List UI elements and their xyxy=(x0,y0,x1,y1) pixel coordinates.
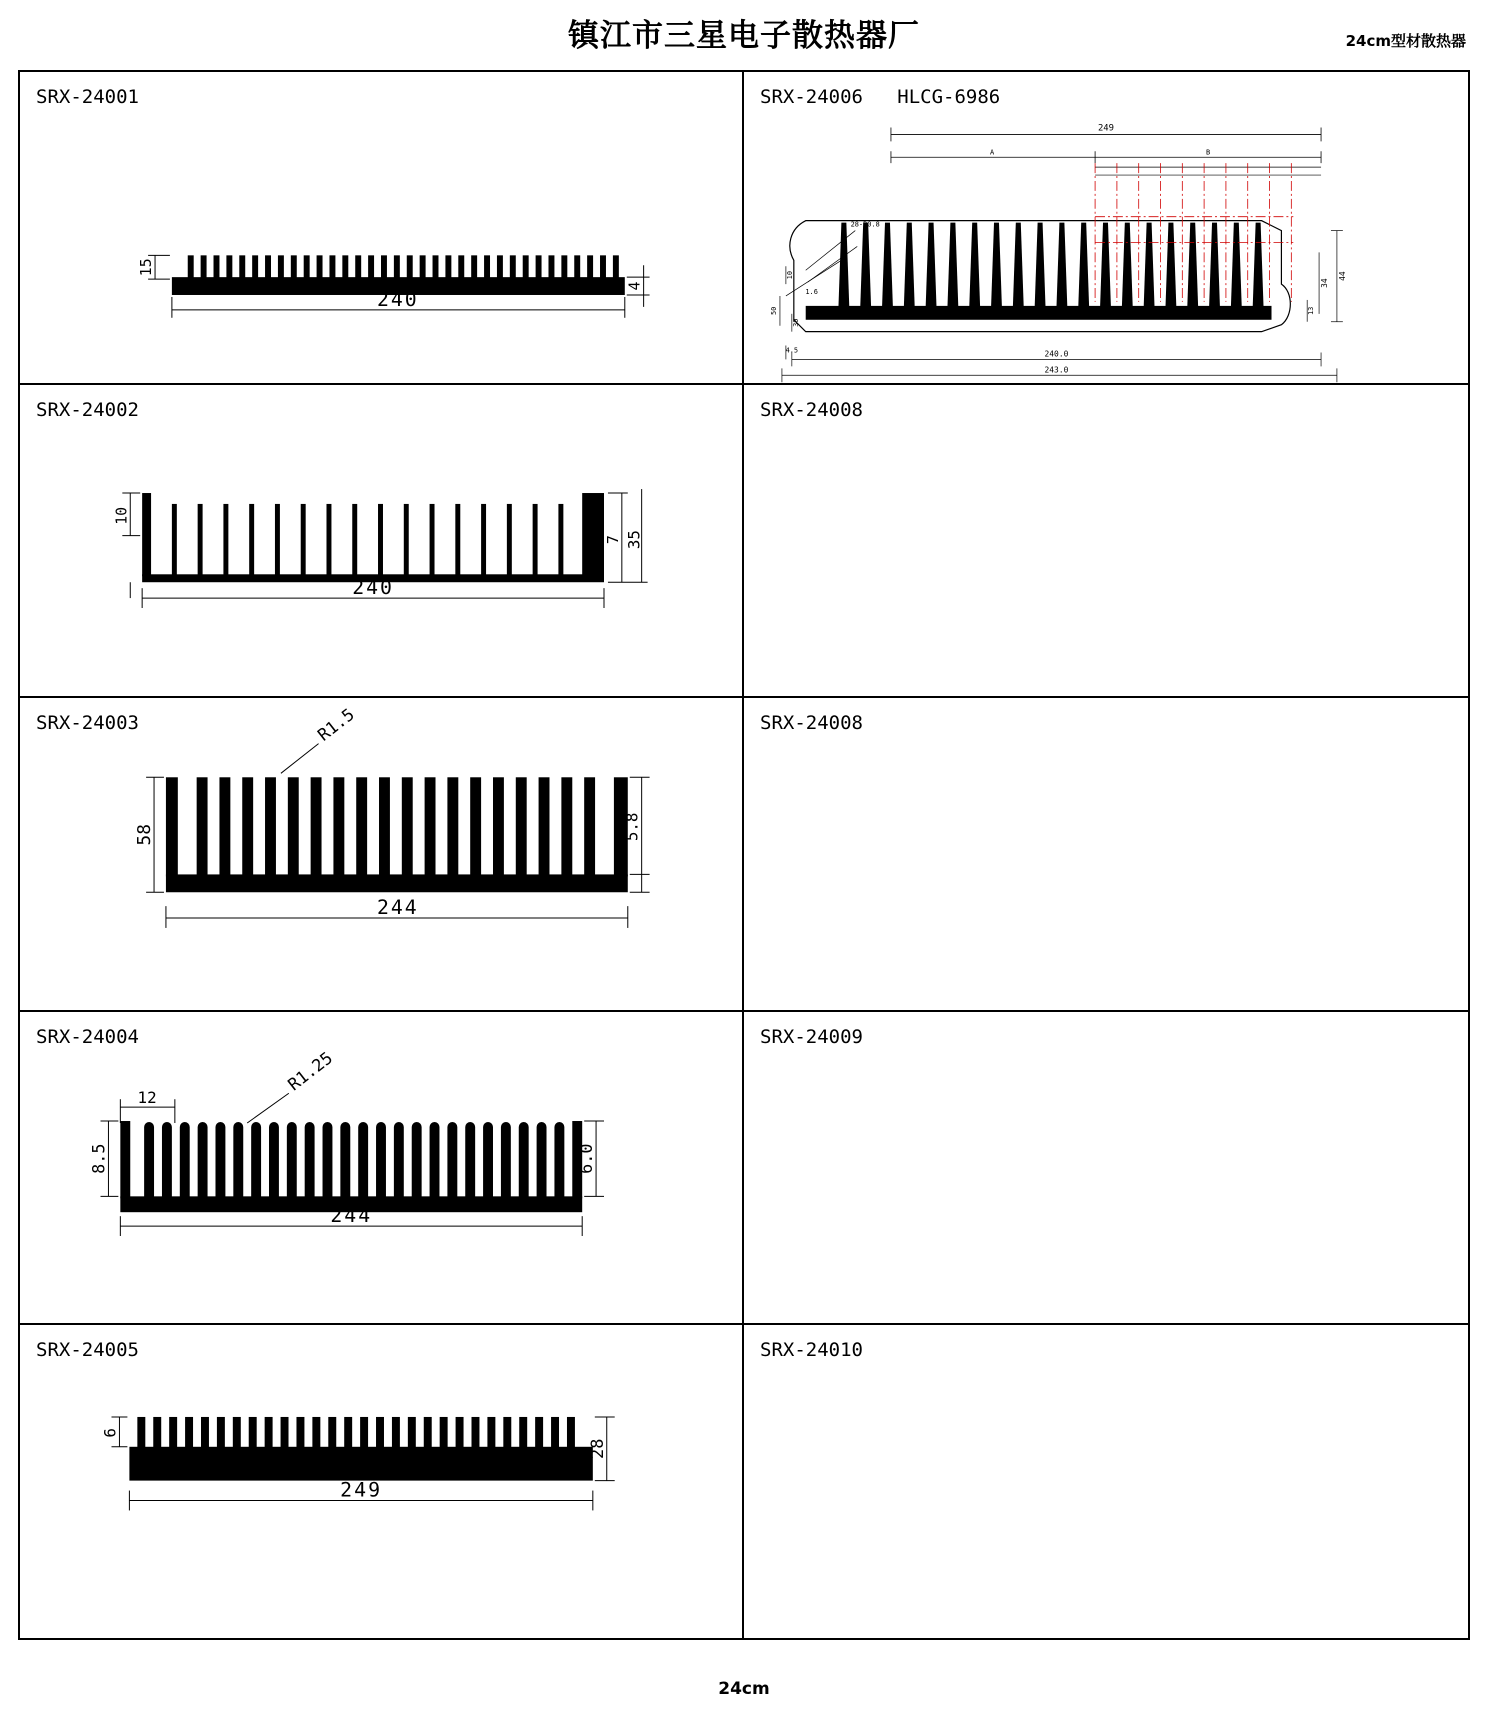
part-cell-srx-24006[interactable] xyxy=(744,72,1468,385)
dim-pitch: 12 xyxy=(137,1087,157,1107)
part-drawing-srx-24005 xyxy=(20,1325,742,1638)
dim-right: 6.0 xyxy=(576,1143,597,1174)
dim-radius: R1.25 xyxy=(283,1047,337,1095)
dim-width: 244 xyxy=(330,1203,373,1227)
part-drawing-srx-24001 xyxy=(20,72,742,383)
dim-left-4: 4.5 xyxy=(785,346,799,355)
dim-right-2: 44 xyxy=(1337,271,1347,281)
note-a: A xyxy=(989,148,995,157)
dim-top-overall: 249 xyxy=(1097,123,1115,134)
part-title: SRX-24010 xyxy=(760,1338,863,1361)
part-title: SRX-24004 xyxy=(36,1025,139,1048)
part-cell-srx-24010[interactable] xyxy=(744,1325,1468,1638)
note-small: 1.6 xyxy=(805,287,818,296)
part-title: SRX-24008 xyxy=(760,399,863,422)
part-cell-srx-24008-b[interactable] xyxy=(744,698,1468,1011)
part-title: SRX-24009 xyxy=(760,1025,863,1048)
dim-left: 10 xyxy=(112,507,131,525)
part-title: SRX-24001 xyxy=(36,86,139,108)
dim-right-3: 13 xyxy=(1307,306,1316,316)
part-drawing-srx-24003 xyxy=(20,698,742,1009)
dim-right-1: 34 xyxy=(1320,278,1330,288)
dim-width: 240 xyxy=(376,287,419,311)
dim-radius: R1.5 xyxy=(313,704,358,746)
parts-grid xyxy=(18,70,1470,1640)
part-cell-srx-24001[interactable] xyxy=(20,72,744,385)
dim-left-2: 50 xyxy=(769,306,778,316)
part-title: SRX-24006 HLCG-6986 xyxy=(760,86,1001,108)
dim-left-3: 30 xyxy=(791,318,800,327)
sheet-footer-label: 24cm xyxy=(718,1679,770,1699)
part-cell-srx-24008-a[interactable] xyxy=(744,385,1468,698)
dim-width: 249 xyxy=(340,1478,383,1502)
dim-left: 8.5 xyxy=(88,1143,109,1174)
dim-bottom-2: 243.0 xyxy=(1044,365,1069,375)
dim-left-1: 10 xyxy=(785,270,794,280)
part-cell-srx-24003[interactable] xyxy=(20,698,744,1011)
part-title: SRX-24002 xyxy=(36,399,139,422)
part-cell-srx-24005[interactable] xyxy=(20,1325,744,1638)
part-title: SRX-24003 xyxy=(36,712,139,735)
dim-width: 244 xyxy=(376,896,419,920)
dim-right: 4 xyxy=(625,281,644,291)
part-drawing-srx-24002 xyxy=(20,385,742,696)
dim-right: 5.8 xyxy=(622,812,642,842)
part-cell-srx-24009[interactable] xyxy=(744,1012,1468,1325)
part-title: SRX-24008 xyxy=(760,712,863,735)
dim-width: 240 xyxy=(352,576,394,600)
dim-right: 28 xyxy=(586,1438,607,1459)
dim-left: 58 xyxy=(134,824,156,846)
note-radius: 28-R0.8 xyxy=(850,220,880,229)
sheet-header xyxy=(0,0,1488,68)
dim-left: 6 xyxy=(100,1427,120,1438)
part-drawing-srx-24004 xyxy=(20,1012,742,1323)
dim-right-outer: 35 xyxy=(624,530,644,550)
sheet-category-label: 24cm型材散热器 xyxy=(1345,32,1466,50)
note-b: B xyxy=(1205,148,1211,157)
part-title: SRX-24005 xyxy=(36,1338,139,1361)
dim-bottom-1: 240.0 xyxy=(1044,349,1069,359)
dim-left: 15 xyxy=(137,258,156,277)
part-cell-srx-24002[interactable] xyxy=(20,385,744,698)
part-cell-srx-24004[interactable] xyxy=(20,1012,744,1325)
company-title: 镇江市三星电子散热器厂 xyxy=(568,18,920,54)
part-drawing-srx-24006 xyxy=(744,72,1468,383)
dim-right-inner: 7 xyxy=(603,535,622,545)
